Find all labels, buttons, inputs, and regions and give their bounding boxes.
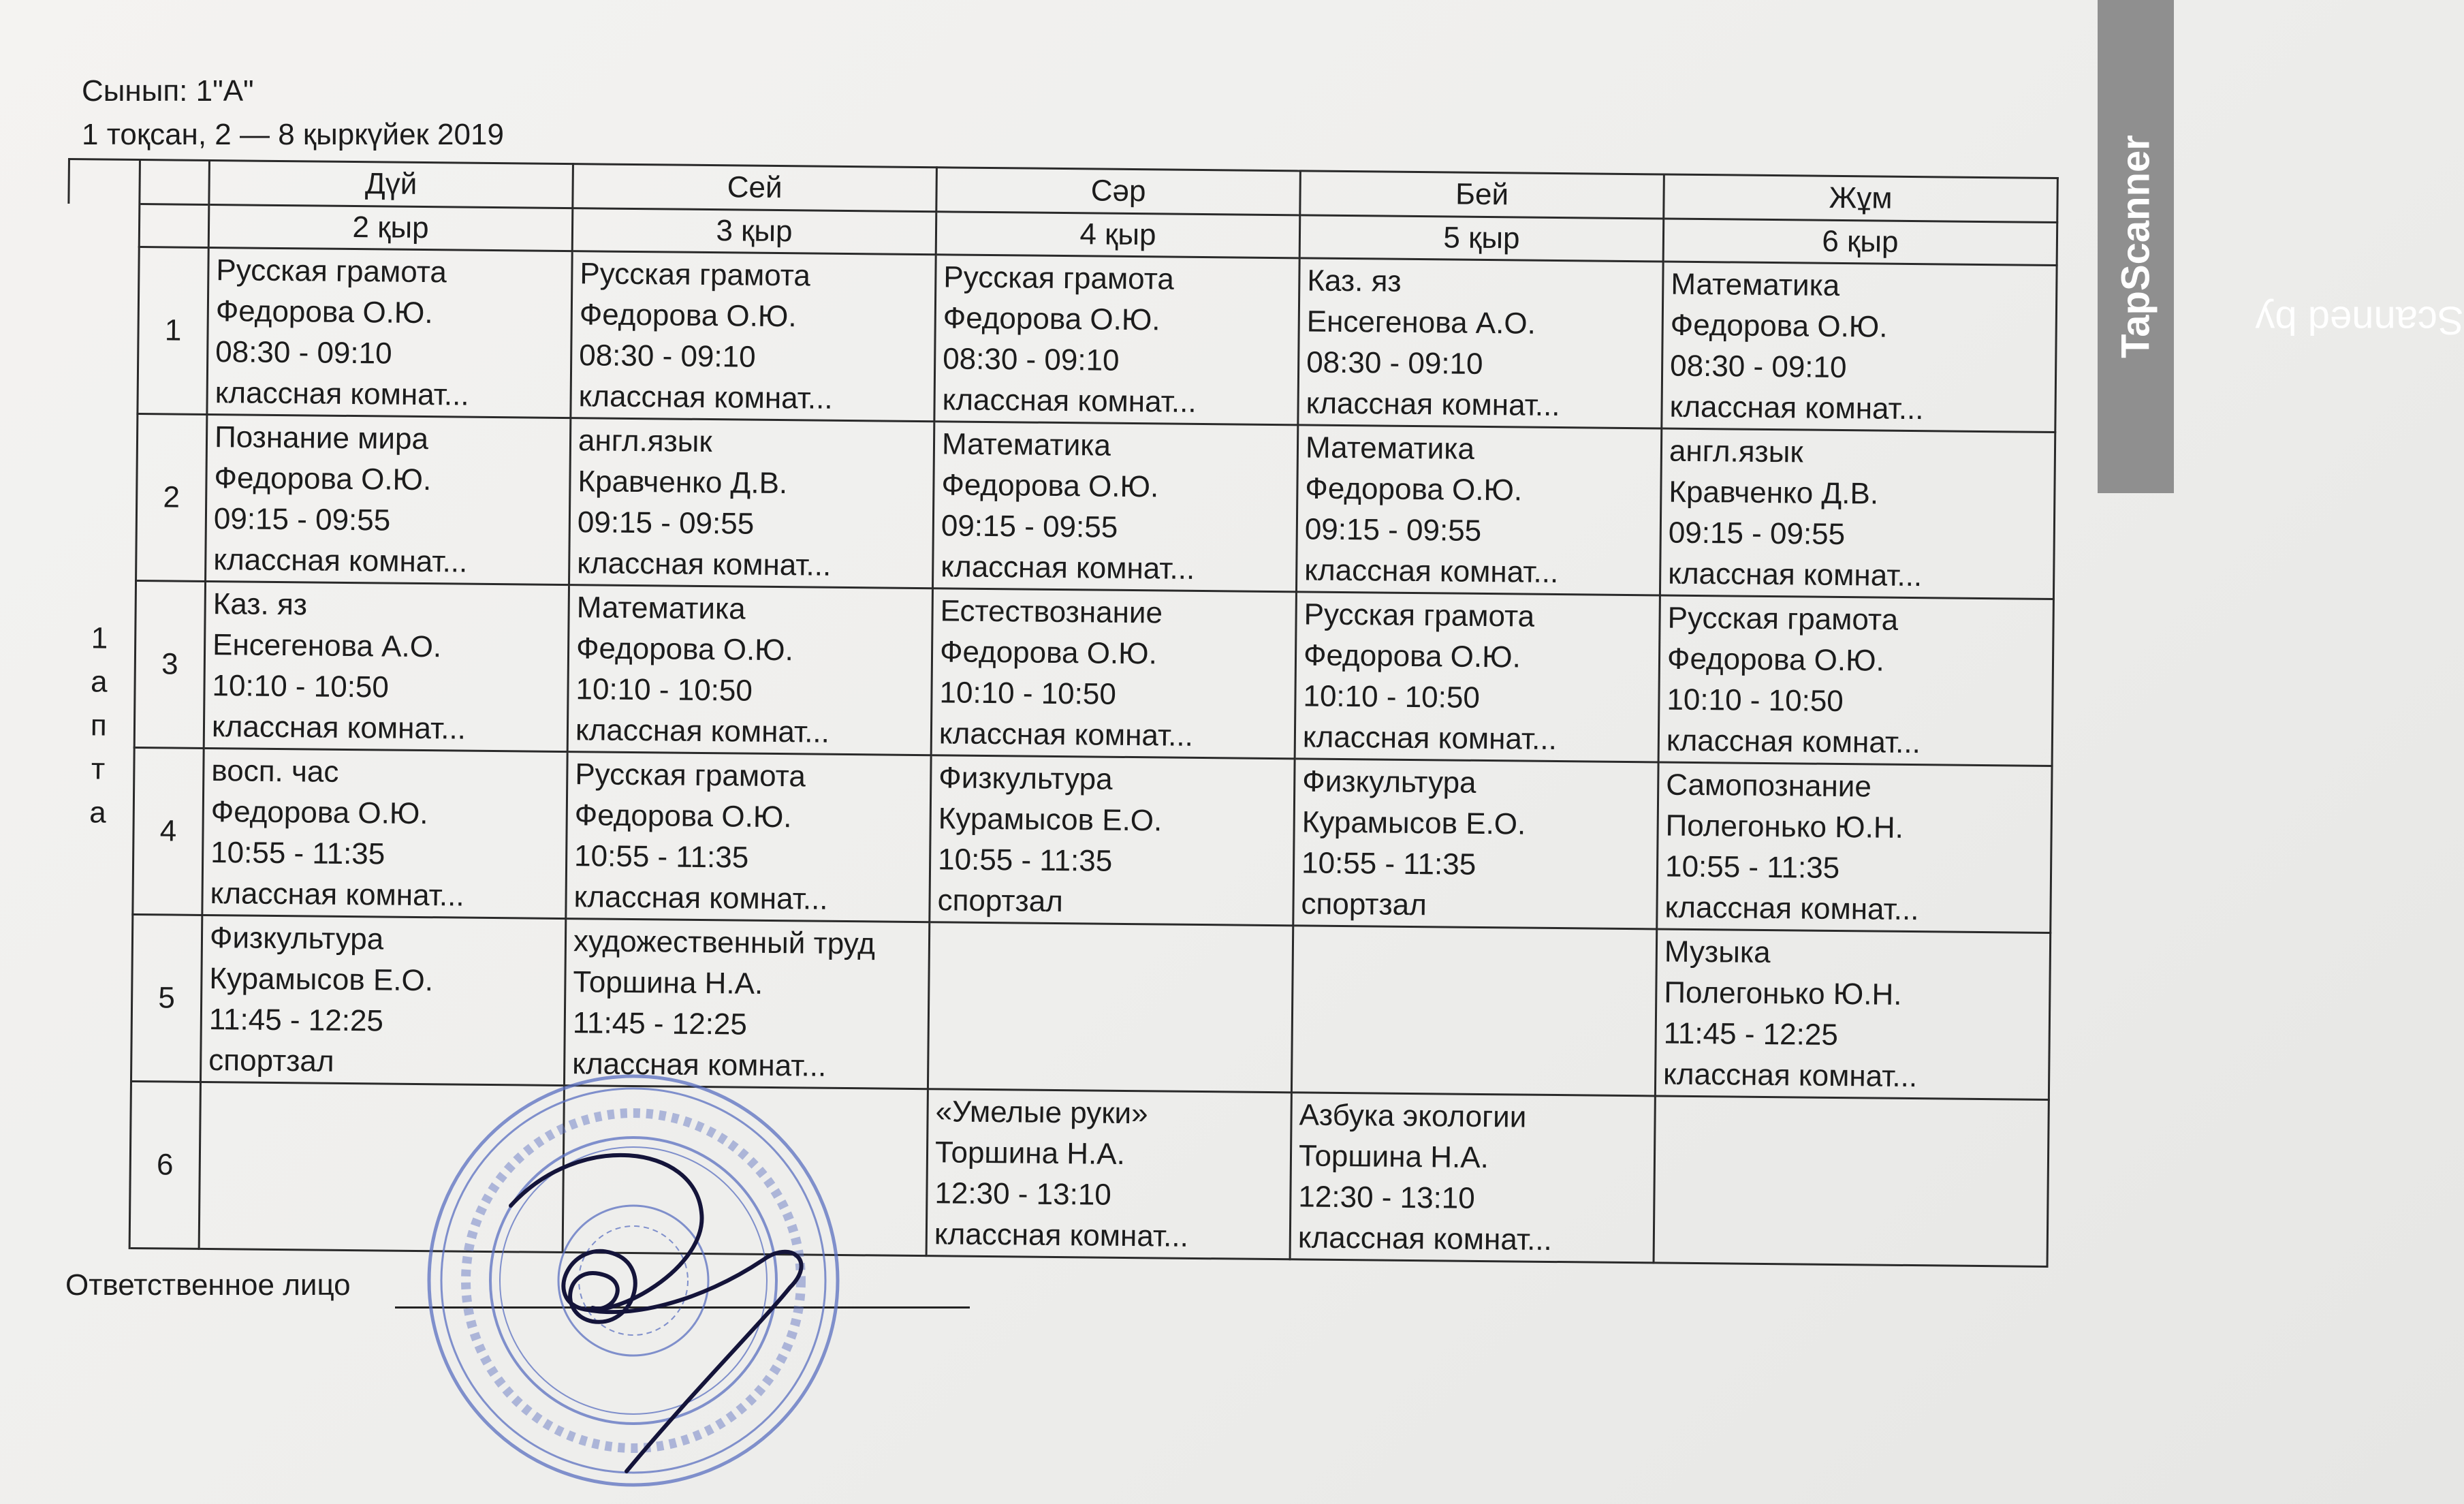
lesson-cell [931, 589, 1296, 759]
lesson-cell [932, 422, 1297, 592]
lesson-teacher: Федорова О.Ю. [214, 461, 432, 497]
lesson-time: 10:10 - 10:50 [1303, 679, 1481, 715]
period-number: 4 [133, 747, 204, 915]
lesson-subject: Математика [1671, 267, 1840, 302]
lesson-teacher: Курамысов Е.О. [938, 802, 1163, 838]
lesson-teacher: Федорова О.Ю. [1667, 642, 1885, 678]
day-date: 6 қыр [1663, 219, 2057, 266]
day-name: Сей [573, 164, 937, 212]
lesson-teacher: Полегонько Ю.Н. [1665, 809, 1904, 845]
empty-lesson-cell [928, 922, 1293, 1093]
lesson-cell [566, 752, 931, 922]
lesson-time: 09:15 - 09:55 [1668, 516, 1846, 552]
lesson-room: классная комнат... [578, 379, 833, 416]
lesson-room: классная комнат... [1668, 557, 1923, 593]
lesson-cell [202, 748, 567, 918]
lesson-subject: Русская грамота [1667, 601, 1899, 637]
lesson-time: 11:45 - 12:25 [1663, 1016, 1839, 1052]
lesson-time: 11:45 - 12:25 [208, 1003, 384, 1038]
lesson-room: классная комнат... [938, 717, 1194, 753]
day-date: 3 қыр [572, 208, 936, 255]
corner-cell [69, 159, 140, 204]
lesson-room: классная комнат... [573, 880, 828, 916]
lesson-teacher: Федорова О.Ю. [579, 298, 797, 334]
period-number: 1 [138, 247, 208, 415]
lesson-time: 11:45 - 12:25 [572, 1006, 748, 1041]
lesson-cell [1660, 428, 2055, 599]
lesson-subject: Физкультура [938, 761, 1113, 796]
lesson-subject: англ.язык [1669, 434, 1803, 469]
lesson-room: классная комнат... [211, 710, 467, 746]
period-row [65, 413, 2055, 599]
lesson-room: классная комнат... [1669, 390, 1924, 426]
lesson-subject: Естествознание [940, 594, 1163, 630]
lesson-time: 10:10 - 10:50 [939, 676, 1117, 711]
lesson-teacher: Торшина Н.А. [1298, 1139, 1489, 1175]
lesson-subject: Каз. яз [212, 587, 308, 622]
lesson-time: 10:55 - 11:35 [210, 836, 385, 871]
lesson-teacher: Торшина Н.А. [934, 1135, 1126, 1171]
period-row [59, 1080, 2049, 1266]
lesson-subject: художественный труд [573, 924, 876, 961]
period-number: 5 [131, 914, 202, 1082]
lesson-room: классная комнат... [210, 877, 464, 913]
lesson-subject: «Умелые руки» [935, 1095, 1148, 1131]
week-letter: т [91, 752, 106, 786]
lesson-cell [934, 255, 1299, 425]
lesson-cell [1658, 595, 2053, 766]
lesson-cell [206, 414, 571, 584]
lesson-time: 10:55 - 11:35 [1664, 849, 1840, 886]
lesson-time: 09:15 - 09:55 [577, 505, 755, 541]
lesson-subject: англ.язык [578, 424, 712, 459]
lesson-time: 08:30 - 09:10 [942, 342, 1120, 377]
period-number: 3 [134, 580, 205, 748]
lesson-time: 12:30 - 13:10 [1298, 1180, 1475, 1215]
period-number: 2 [136, 413, 207, 581]
lesson-cell [1296, 425, 1661, 595]
lesson-subject: Физкультура [209, 921, 384, 956]
lesson-subject: Физкультура [1302, 764, 1476, 800]
lesson-room: классная комнат... [577, 546, 832, 582]
lesson-room: классная комнат... [215, 376, 469, 412]
lesson-subject: Азбука экологии [1299, 1098, 1527, 1134]
watermark-brand: TapScanner [2113, 135, 2158, 358]
class-label: Сынып: 1"А" [82, 74, 254, 108]
lesson-cell [1293, 759, 1658, 929]
lesson-teacher: Федорова О.Ю. [941, 468, 1159, 504]
lesson-time: 10:10 - 10:50 [212, 669, 390, 704]
lesson-cell [207, 247, 572, 418]
lesson-teacher: Торшина Н.А. [573, 965, 763, 1001]
lesson-teacher: Федорова О.Ю. [1670, 308, 1888, 344]
lesson-room: спортзал [1301, 887, 1427, 922]
lesson-time: 08:30 - 09:10 [1669, 349, 1847, 385]
lesson-time: 12:30 - 13:10 [934, 1176, 1112, 1212]
lesson-subject: Математика [576, 591, 746, 626]
period-number: 6 [129, 1081, 200, 1249]
week-letter: п [90, 708, 107, 742]
lesson-subject: Математика [941, 427, 1111, 463]
lesson-subject: Музыка [1664, 935, 1771, 970]
lesson-subject: Русская грамота [1304, 597, 1535, 633]
lesson-room: классная комнат... [572, 1047, 827, 1083]
lesson-teacher: Федорова О.Ю. [943, 301, 1160, 337]
period-row [63, 580, 2053, 766]
official-stamp [409, 1035, 885, 1499]
lesson-time: 08:30 - 09:10 [579, 339, 756, 374]
lesson-cell [1655, 929, 2050, 1100]
day-date: 5 қыр [1299, 215, 1664, 262]
lesson-subject: Математика [1305, 430, 1475, 466]
lesson-teacher: Кравченко Д.В. [1669, 475, 1879, 511]
lesson-time: 09:15 - 09:55 [213, 502, 391, 537]
lesson-room: классная комнат... [1306, 386, 1560, 423]
lesson-room: классная комнат... [1304, 553, 1559, 590]
schedule-table [58, 158, 2059, 1268]
corner-cell [139, 204, 209, 248]
term-label: 1 тоқсан, 2 — 8 қыркүйек 2019 [82, 118, 504, 151]
lesson-teacher: Енсегенова А.О. [1306, 304, 1536, 341]
lesson-time: 08:30 - 09:10 [215, 335, 392, 371]
lesson-teacher: Федорова О.Ю. [210, 795, 428, 831]
day-name: Сәр [936, 168, 1301, 215]
lesson-time: 08:30 - 09:10 [1306, 345, 1483, 381]
lesson-cell [1662, 262, 2057, 433]
corner-cell [140, 160, 210, 205]
lesson-time: 10:55 - 11:35 [937, 843, 1113, 878]
lesson-cell [1295, 592, 1660, 762]
week-letter: 1 [91, 621, 108, 655]
lesson-cell [1657, 762, 2052, 933]
responsible-person-label: Ответственное лицо [65, 1268, 351, 1302]
lesson-subject: Русская грамота [580, 257, 811, 293]
lesson-teacher: Полегонько Ю.Н. [1664, 975, 1902, 1012]
lesson-teacher: Федорова О.Ю. [575, 631, 794, 668]
lesson-room: классная комнат... [942, 383, 1197, 419]
lesson-room: классная комнат... [1302, 720, 1558, 757]
lesson-teacher: Федорова О.Ю. [215, 294, 433, 330]
lesson-time: 10:10 - 10:50 [575, 672, 753, 708]
period-row [60, 913, 2050, 1099]
day-name: Жұм [1664, 174, 2058, 223]
lesson-room: спортзал [937, 883, 1064, 919]
lesson-teacher: Федорова О.Ю. [1305, 471, 1523, 507]
lesson-room: классная комнат... [213, 543, 468, 579]
lesson-teacher: Енсегенова А.О. [212, 628, 442, 664]
lesson-cell [569, 418, 934, 589]
scanner-watermark [2098, 0, 2464, 493]
lesson-subject: Познание мира [214, 420, 429, 456]
week-label [63, 616, 135, 835]
empty-lesson-cell [1291, 926, 1656, 1096]
lesson-room: классная комнат... [1662, 1057, 1918, 1094]
lesson-teacher: Курамысов Е.О. [209, 962, 434, 998]
lesson-cell [1290, 1093, 1655, 1263]
period-row [62, 747, 2052, 933]
week-letter: а [90, 665, 108, 699]
lesson-subject: восп. час [211, 754, 339, 789]
day-name: Бей [1300, 171, 1664, 219]
lesson-subject: Каз. яз [1307, 264, 1402, 298]
lesson-room: классная комнат... [934, 1217, 1189, 1253]
empty-lesson-cell [1654, 1096, 2049, 1267]
period-row [67, 247, 2057, 433]
lesson-teacher: Курамысов Е.О. [1301, 805, 1526, 841]
lesson-cell [204, 581, 569, 751]
lesson-time: 09:15 - 09:55 [941, 509, 1118, 544]
day-date: 2 қыр [208, 204, 573, 251]
lesson-subject: Самопознание [1666, 768, 1872, 804]
lesson-subject: Русская грамота [575, 757, 806, 794]
lesson-room: классная комнат... [1664, 890, 1919, 927]
lesson-room: классная комнат... [1297, 1221, 1553, 1257]
day-name: Дүй [209, 160, 573, 208]
lesson-subject: Русская грамота [216, 253, 447, 289]
lesson-cell [930, 755, 1295, 926]
lesson-cell [1298, 258, 1663, 428]
week-letter: а [89, 796, 106, 830]
week-label-cell [59, 204, 140, 1249]
day-date: 4 қыр [936, 212, 1300, 258]
lesson-time: 09:15 - 09:55 [1304, 512, 1482, 548]
lesson-teacher: Федорова О.Ю. [574, 798, 792, 834]
lesson-subject: Русская грамота [943, 260, 1175, 296]
lesson-time: 10:55 - 11:35 [1301, 846, 1476, 881]
lesson-cell [567, 585, 932, 755]
lesson-teacher: Кравченко Д.В. [578, 465, 788, 501]
lesson-room: классная комнат... [575, 713, 830, 749]
lesson-room: классная комнат... [1666, 723, 1921, 760]
lesson-room: классная комнат... [941, 550, 1195, 586]
lesson-time: 10:55 - 11:35 [573, 839, 749, 875]
lesson-cell [926, 1089, 1291, 1259]
lesson-room: спортзал [208, 1044, 334, 1078]
lesson-time: 10:10 - 10:50 [1667, 683, 1844, 719]
lesson-teacher: Федорова О.Ю. [939, 635, 1158, 671]
lesson-teacher: Федорова О.Ю. [1303, 638, 1521, 674]
watermark-prefix: Scanned by [2255, 298, 2464, 343]
lesson-cell [571, 251, 936, 422]
